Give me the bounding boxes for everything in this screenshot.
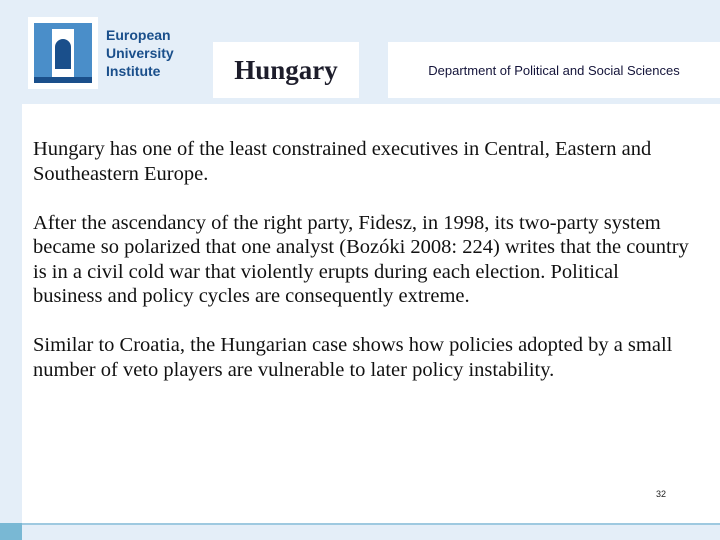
paragraph-2: After the ascendancy of the right party, Fidesz, in 1998, its two-party system became so polarized that one analyst (Bozóki 2008: 224) writes that the country is in a civil cold war that violently erupts during each election. Political business and policy cycles are consequently extreme. <box>33 211 689 307</box>
department-name: Department of Political and Social Sciences <box>428 62 680 78</box>
slide-body <box>33 137 693 407</box>
logo-line-3: Institute <box>106 63 161 79</box>
eui-logo-text <box>106 26 174 80</box>
eui-emblem-icon <box>28 17 98 89</box>
paragraph-3: Similar to Croatia, the Hungarian case shows how policies adopted by a small number of veto players are vulnerable to later policy instability. <box>33 334 673 381</box>
department-box <box>388 42 720 98</box>
slide-title-box <box>213 42 359 98</box>
logo-line-1: European <box>106 27 171 43</box>
left-stripe <box>0 0 22 540</box>
logo-line-2: University <box>106 45 174 61</box>
eui-logo <box>28 14 188 92</box>
footer-accent <box>0 523 22 540</box>
slide-title: Hungary <box>234 54 338 85</box>
page-number: 32 <box>656 489 667 499</box>
footer-line <box>22 523 720 525</box>
paragraph-1: Hungary has one of the least constrained executives in Central, Eastern and Southeastern Europe. <box>33 138 652 185</box>
footer-band <box>0 523 720 540</box>
